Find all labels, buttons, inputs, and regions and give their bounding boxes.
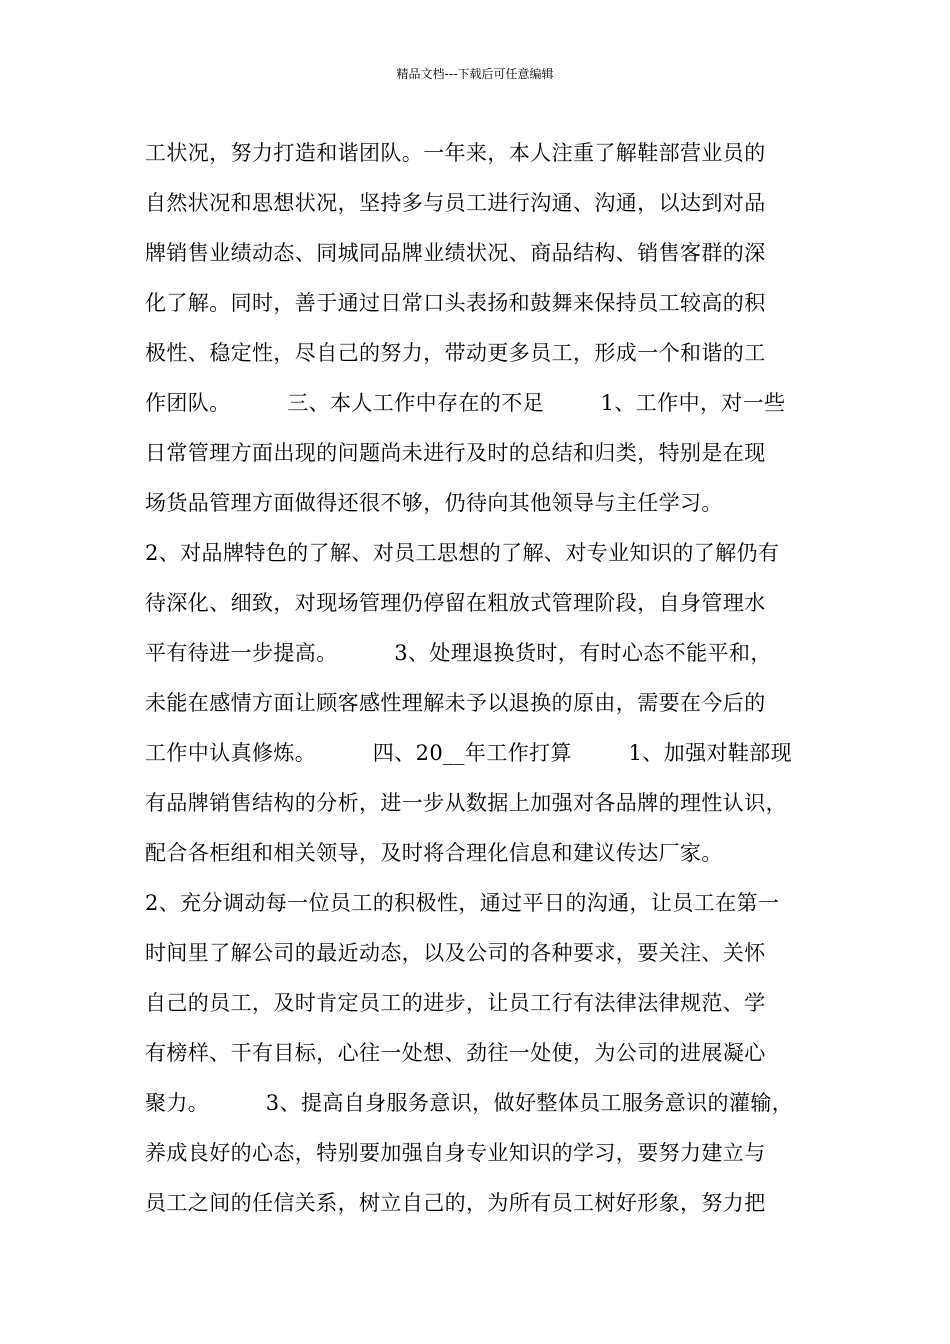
text-line: 日常管理方面出现的问题尚未进行及时的总结和归类，特别是在现 — [145, 441, 766, 465]
text-line: 2、充分调动每一位员工的积极性，通过平日的沟通，让员工在第一 — [145, 891, 780, 915]
text-line: 工状况，努力打造和谐团队。一年来，本人注重了解鞋部营业员的 — [145, 141, 766, 165]
text-line: 2、对品牌特色的了解、对员工思想的了解、对专业知识的了解仍有 — [145, 541, 780, 565]
text-line: 有榜样、干有目标，心往一处想、劲往一处使，为公司的进展凝心 — [145, 1041, 766, 1065]
text-line: 牌销售业绩动态、同城同品牌业绩状况、商品结构、销售客群的深 — [145, 241, 766, 265]
text-line: 未能在感情方面让顾客感性理解未予以退换的原由，需要在今后的 — [145, 691, 766, 715]
text-line: 待深化、细致，对现场管理仍停留在粗放式管理阶段，自身管理水 — [145, 591, 766, 615]
text-line: 作团队。 三、本人工作中存在的不足 1、工作中，对一些 — [145, 391, 786, 415]
text-line: 极性、稳定性，尽自己的努力，带动更多员工，形成一个和谐的工 — [145, 341, 766, 365]
text-line: 聚力。 3、提高自身服务意识，做好整体员工服务意识的灌输， — [145, 1091, 794, 1115]
body-text — [145, 131, 825, 1231]
page-header: 精品文档---下载后可任意编辑 — [396, 67, 554, 81]
text-line: 化了解。同时，善于通过日常口头表扬和鼓舞来保持员工较高的积 — [145, 291, 766, 315]
text-line: 场货品管理方面做得还很不够，仍待向其他领导与主任学习。 — [145, 491, 723, 515]
text-line: 员工之间的任信关系，树立自己的，为所有员工树好形象，努力把 — [145, 1191, 766, 1215]
text-line: 平有待进一步提高。 3、处理退换货时，有时心态不能平和， — [145, 641, 772, 665]
text-line: 工作中认真修炼。 四、20__年工作打算 1、加强对鞋部现 — [145, 741, 793, 765]
text-line: 自己的员工，及时肯定员工的进步，让员工行有法律法律规范、学 — [145, 991, 766, 1015]
text-line: 时间里了解公司的最近动态，以及公司的各种要求，要关注、关怀 — [145, 941, 766, 965]
text-line: 养成良好的心态，特别要加强自身专业知识的学习，要努力建立与 — [145, 1141, 766, 1165]
text-line: 有品牌销售结构的分析，进一步从数据上加强对各品牌的理性认识， — [145, 791, 787, 815]
text-line: 配合各柜组和相关领导，及时将合理化信息和建议传达厂家。 — [145, 841, 723, 865]
text-line: 自然状况和思想状况，坚持多与员工进行沟通、沟通，以达到对品 — [145, 191, 766, 215]
